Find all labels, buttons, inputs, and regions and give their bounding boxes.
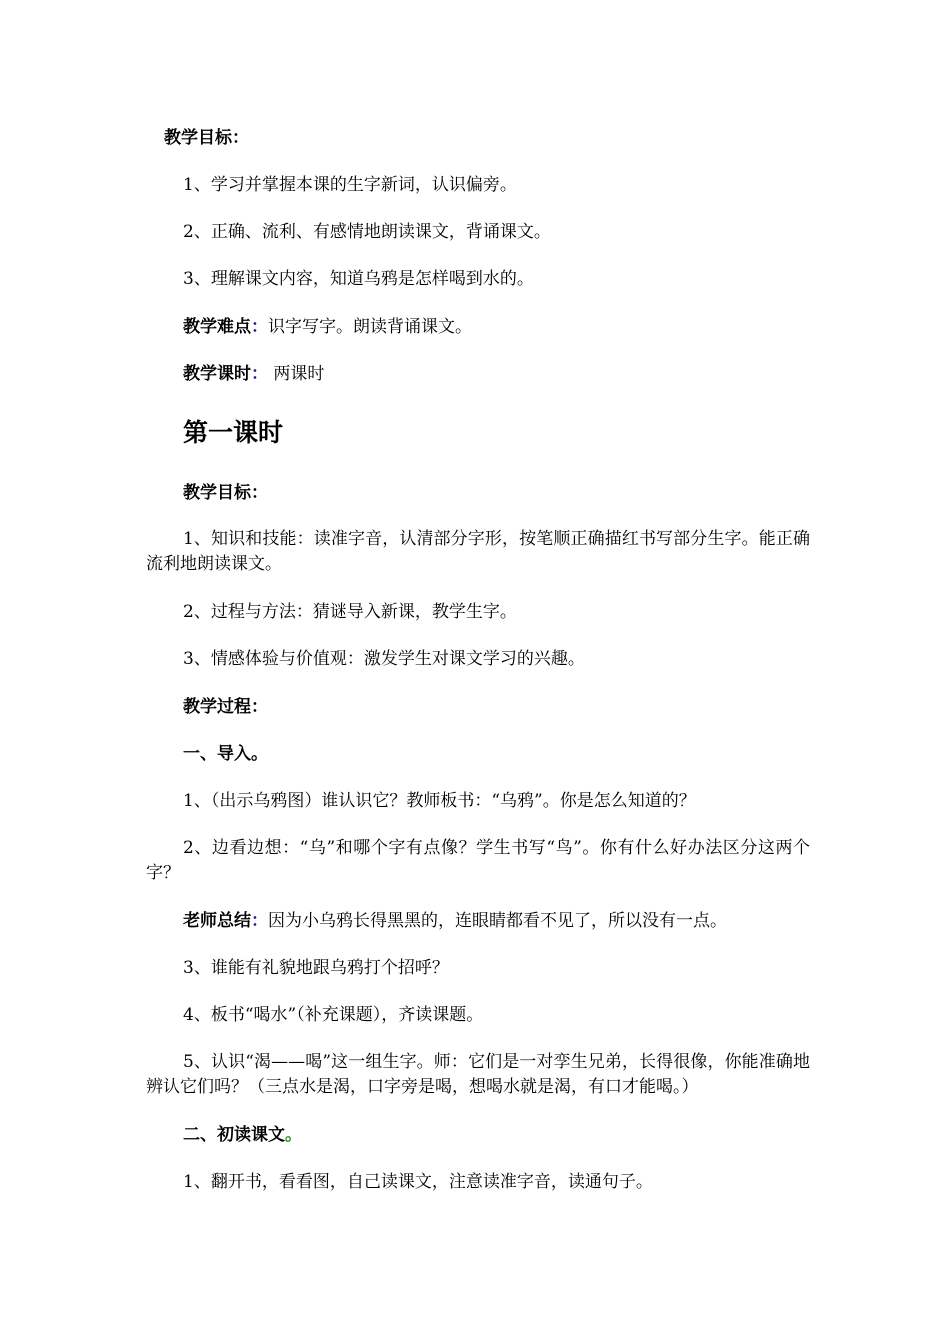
section1-item-3: 3、谁能有礼貌地跟乌鸦打个招呼？ [183, 958, 449, 978]
lesson-1-title: 第一课时 [183, 418, 284, 447]
goal-3: 3、理解课文内容，知道乌鸦是怎样喝到水的。 [183, 269, 534, 289]
difficulty-text: 识字写字。朗读背诵课文。 [268, 317, 472, 337]
summary-paragraph [146, 909, 810, 934]
section-1-heading: 一、导入。 [183, 744, 268, 764]
hours-label: 教学课时 [183, 364, 251, 384]
summary-text: 因为小乌鸦长得黑黑的，连眼睛都看不见了，所以没有一点。 [268, 911, 727, 931]
section-2-heading [146, 1123, 810, 1148]
summary-colon: ： [251, 911, 268, 931]
difficulty-label: 教学难点 [183, 317, 251, 337]
heading-teaching-process: 教学过程： [183, 697, 268, 717]
heading-teaching-goals: 教学目标： [164, 128, 249, 148]
hours-colon: ： [251, 364, 268, 384]
lesson1-goal-1: 1、知识和技能：读准字音，认清部分字形，按笔顺正确描红书写部分生字。能正确流利地朗读课文。 [146, 529, 810, 574]
section1-item-5: 5、认识“渴——喝”这一组生字。师：它们是一对孪生兄弟，长得很像，你能准确地辨认它们吗？（三点水是渴，口字旁是喝，想喝水就是渴，有口才能喝。） [146, 1052, 810, 1097]
section1-item-1: 1、（出示乌鸦图）谁认识它？教师板书：“乌鸦”。你是怎么知道的？ [183, 791, 696, 811]
goal-2: 2、正确、流利、有感情地朗读课文，背诵课文。 [183, 222, 551, 242]
section2-text: 二、初读课文 [183, 1125, 285, 1145]
heading-lesson1-goals: 教学目标： [183, 483, 268, 503]
hours-text: 两课时 [268, 364, 325, 384]
section2-item-1: 1、翻开书，看看图，自己读课文，注意读准字音，读通句子。 [183, 1172, 653, 1192]
section1-item-2: 2、边看边想：“乌”和哪个字有点像？学生书写“鸟”。你有什么好办法区分这两个字？ [146, 838, 810, 883]
hours-paragraph [146, 362, 810, 387]
summary-label: 老师总结 [183, 911, 251, 931]
section2-dot: 。 [285, 1125, 302, 1145]
difficulty-colon: ： [251, 317, 268, 337]
section1-item-4: 4、板书“喝水”（补充课题），齐读课题。 [183, 1005, 484, 1025]
lesson1-goal-3: 3、情感体验与价值观：激发学生对课文学习的兴趣。 [183, 649, 585, 669]
lesson1-goal-2: 2、过程与方法：猜谜导入新课，教学生字。 [183, 602, 517, 622]
goal-1: 1、学习并掌握本课的生字新词，认识偏旁。 [183, 175, 517, 195]
difficulty-paragraph [146, 315, 810, 340]
